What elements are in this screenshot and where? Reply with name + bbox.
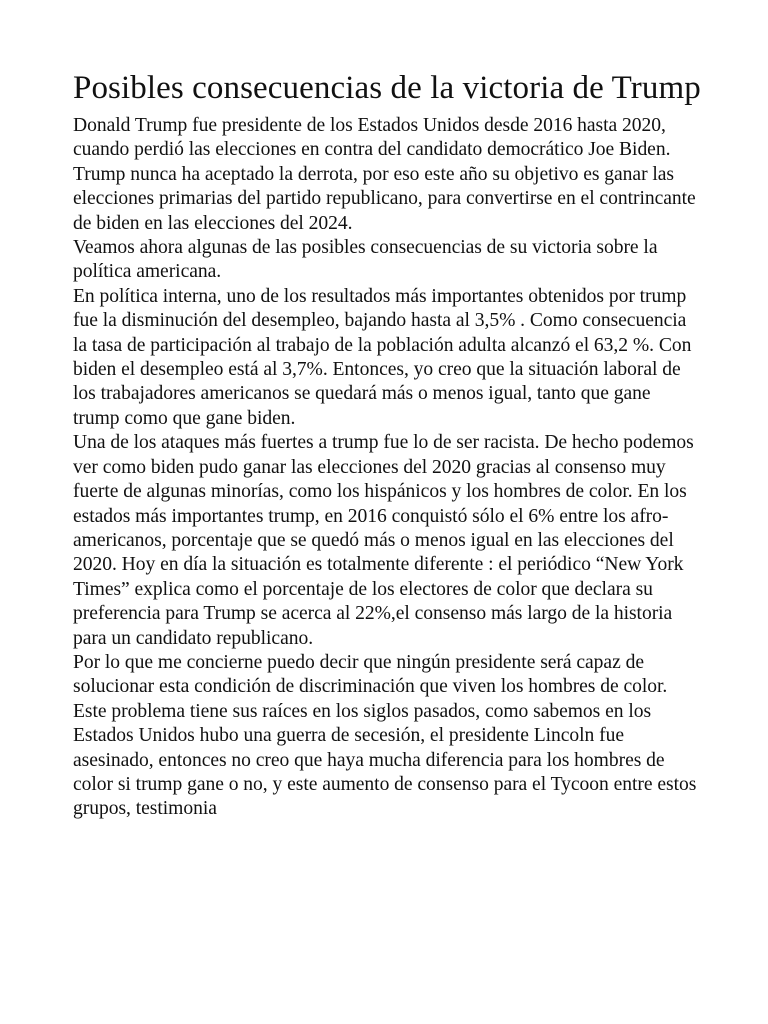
document-body <box>73 68 701 822</box>
paragraph-2: Trump nunca ha aceptado la derrota, por eso este año su objetivo es ganar las elecciones primarias del partido republicano, para convertirse en el contrincante de biden en las elecciones del 2024. <box>73 163 696 234</box>
page-title: Posibles consecuencias de la victoria de Trump <box>73 70 701 106</box>
paragraph-5: Una de los ataques más fuertes a trump fue lo de ser racista. De hecho podemos ver como biden pudo ganar las elecciones del 2020 gracias al consenso muy fuerte de algunas minorías, como los hispánicos y los hombres de color. En los estados más importantes trump, en 2016 conquistó sólo el 6% entre los afro-americanos, porcentaje que se quedó más o menos igual en las elecciones del 2020. Hoy en día la situación es totalmente diferente : el periódico “New York Times” explica como el porcentaje de los electores de color que declara su preferencia para Trump se acerca al 22%,el consenso más largo de la historia para un candidato republicano. <box>73 432 694 649</box>
paragraph-4: En política interna, uno de los resultados más importantes obtenidos por trump fue la disminución del desempleo, bajando hasta al 3,5% . Como consecuencia la tasa de participación al trabajo de la población adulta alcanzó el 63,2 %. Con biden el desempleo está al 3,7%. Entonces, yo creo que la situación laboral de los trabajadores americanos se quedará más o menos igual, tanto que gane trump como que gane biden. <box>73 285 692 429</box>
paragraph-1: Donald Trump fue presidente de los Estados Unidos desde 2016 hasta 2020, cuando perdió las elecciones en contra del candidato democrático Joe Biden. <box>73 115 671 161</box>
paragraph-6: Por lo que me concierne puedo decir que ningún presidente será capaz de solucionar esta condición de discriminación que viven los hombres de color. Este problema tiene sus raíces en los siglos pasados, como sabemos en los Estados Unidos hubo una guerra de secesión, el presidente Lincoln fue asesinado, entonces no creo que haya mucha diferencia para los hombres de color si trump gane o no, y este aumento de consenso para el Tycoon entre estos grupos, testimonia <box>73 651 697 820</box>
paragraph-3: Veamos ahora algunas de las posibles consecuencias de su victoria sobre la política americana. <box>73 237 658 283</box>
